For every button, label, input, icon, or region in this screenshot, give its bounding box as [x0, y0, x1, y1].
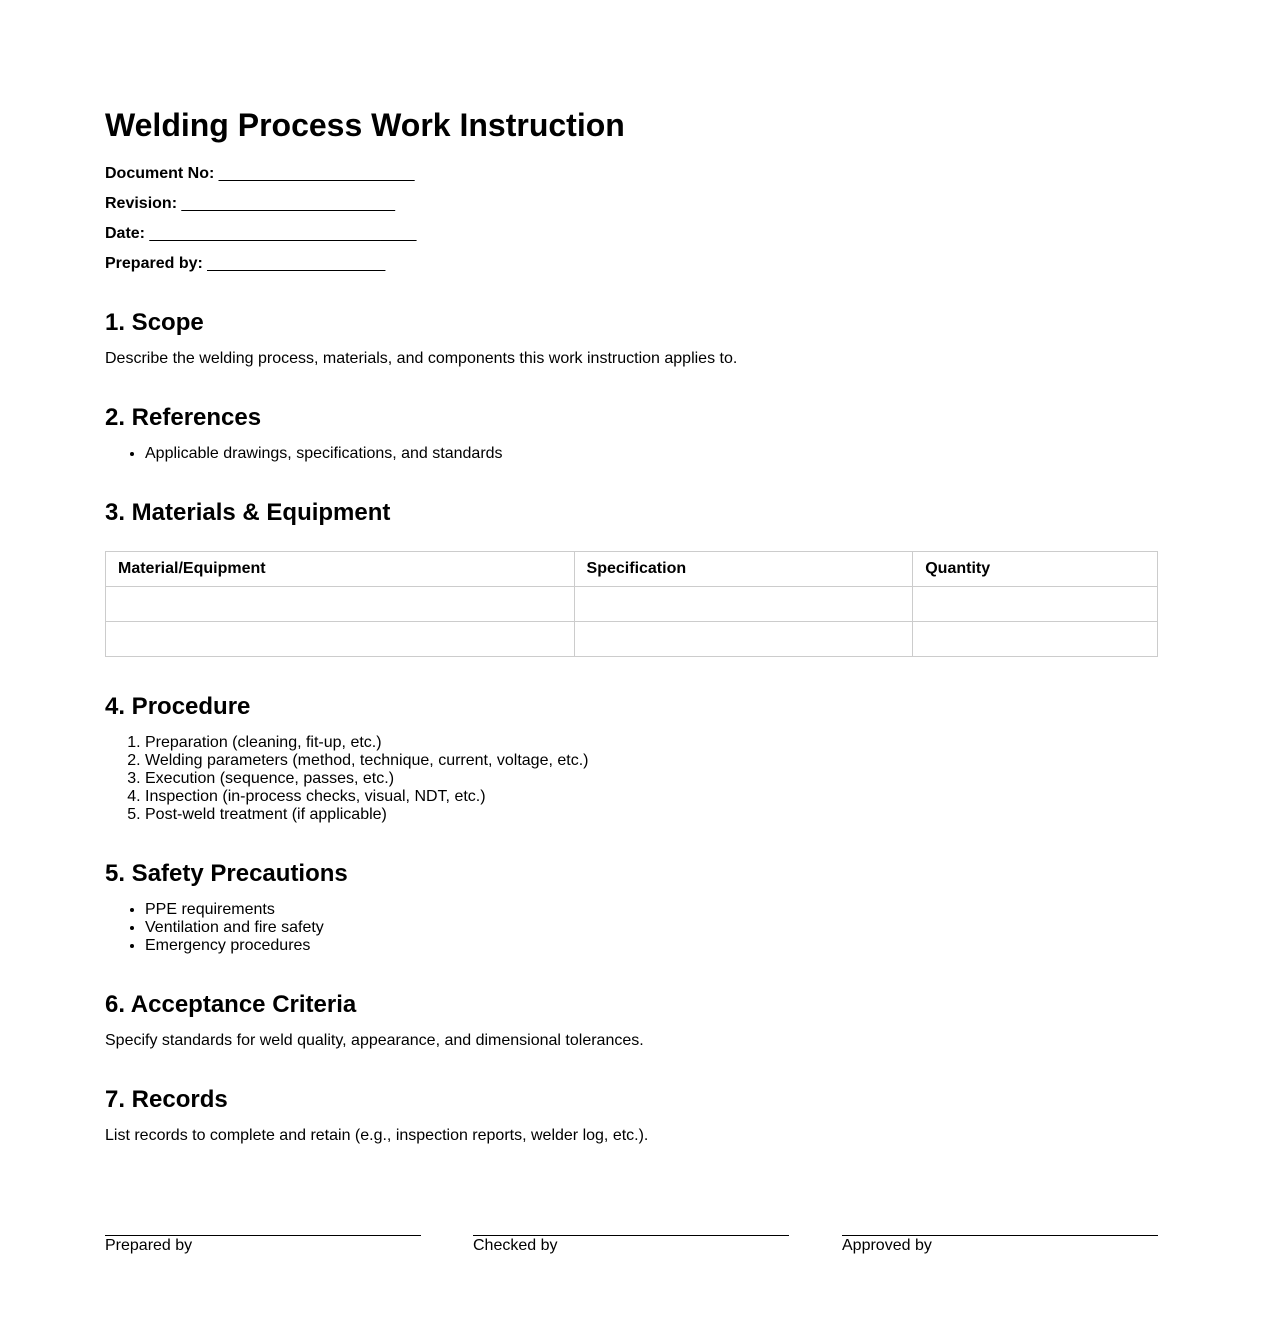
list-item: 1. Preparation (cleaning, fit-up, etc.)	[145, 734, 1158, 752]
meta-label: Date:	[105, 225, 146, 242]
signature-prepared-by: Prepared by	[105, 1235, 421, 1255]
table-row	[106, 587, 1158, 622]
section-heading: 1. Scope	[105, 309, 204, 336]
column-header-specification: Specification	[574, 552, 913, 587]
section-heading: 6. Acceptance Criteria	[105, 991, 357, 1018]
section-safety	[105, 859, 1158, 955]
table-cell	[913, 622, 1158, 657]
meta-blank-line: ____________________	[207, 255, 386, 272]
section-text: Describe the welding process, materials, and components this work instruction applies to.	[105, 350, 738, 367]
meta-label: Document No:	[105, 165, 215, 182]
section-heading: 5. Safety Precautions	[105, 860, 348, 887]
meta-date	[105, 219, 1158, 249]
column-header-quantity: Quantity	[913, 552, 1158, 587]
section-scope	[105, 308, 1158, 368]
document-meta	[105, 159, 1158, 279]
list-item: • Applicable drawings, specifications, and standards	[145, 445, 1158, 463]
safety-list	[105, 901, 1158, 955]
section-records	[105, 1085, 1158, 1145]
table-cell	[106, 622, 575, 657]
section-heading: 2. References	[105, 404, 262, 431]
table-cell	[574, 622, 913, 657]
meta-revision	[105, 189, 1158, 219]
meta-prepared-by	[105, 249, 1158, 279]
table-header-row	[106, 552, 1158, 587]
meta-blank-line: ________________________	[181, 195, 396, 212]
signature-checked-by: Checked by	[473, 1235, 789, 1255]
section-materials	[105, 498, 1158, 657]
meta-label: Revision:	[105, 195, 178, 212]
section-text: List records to complete and retain (e.g., inspection reports, welder log, etc.).	[105, 1127, 649, 1144]
section-heading: 3. Materials & Equipment	[105, 499, 391, 526]
procedure-list	[105, 734, 1158, 824]
meta-document-no	[105, 159, 1158, 189]
list-item: 3. Execution (sequence, passes, etc.)	[145, 770, 1158, 788]
references-list	[105, 445, 1158, 463]
section-acceptance	[105, 990, 1158, 1050]
section-heading: 7. Records	[105, 1086, 228, 1113]
table-cell	[106, 587, 575, 622]
list-item: • PPE requirements	[145, 901, 1158, 919]
section-references	[105, 403, 1158, 463]
list-item: 5. Post-weld treatment (if applicable)	[145, 806, 1158, 824]
list-item: • Emergency procedures	[145, 937, 1158, 955]
meta-label: Prepared by:	[105, 255, 203, 272]
list-item: 2. Welding parameters (method, technique, current, voltage, etc.)	[145, 752, 1158, 770]
section-heading: 4. Procedure	[105, 693, 251, 720]
table-cell	[913, 587, 1158, 622]
materials-table	[105, 551, 1158, 657]
table-row	[106, 622, 1158, 657]
document-title: Welding Process Work Instruction	[105, 107, 625, 143]
signature-approved-by: Approved by	[842, 1235, 1158, 1255]
section-text: Specify standards for weld quality, appearance, and dimensional tolerances.	[105, 1032, 644, 1049]
meta-blank-line: ______________________________	[149, 225, 417, 242]
column-header-material: Material/Equipment	[106, 552, 575, 587]
document-content	[105, 103, 1158, 1145]
section-procedure	[105, 692, 1158, 824]
table-cell	[574, 587, 913, 622]
meta-blank-line: ______________________	[218, 165, 415, 182]
list-item: • Ventilation and fire safety	[145, 919, 1158, 937]
list-item: 4. Inspection (in-process checks, visual, NDT, etc.)	[145, 788, 1158, 806]
